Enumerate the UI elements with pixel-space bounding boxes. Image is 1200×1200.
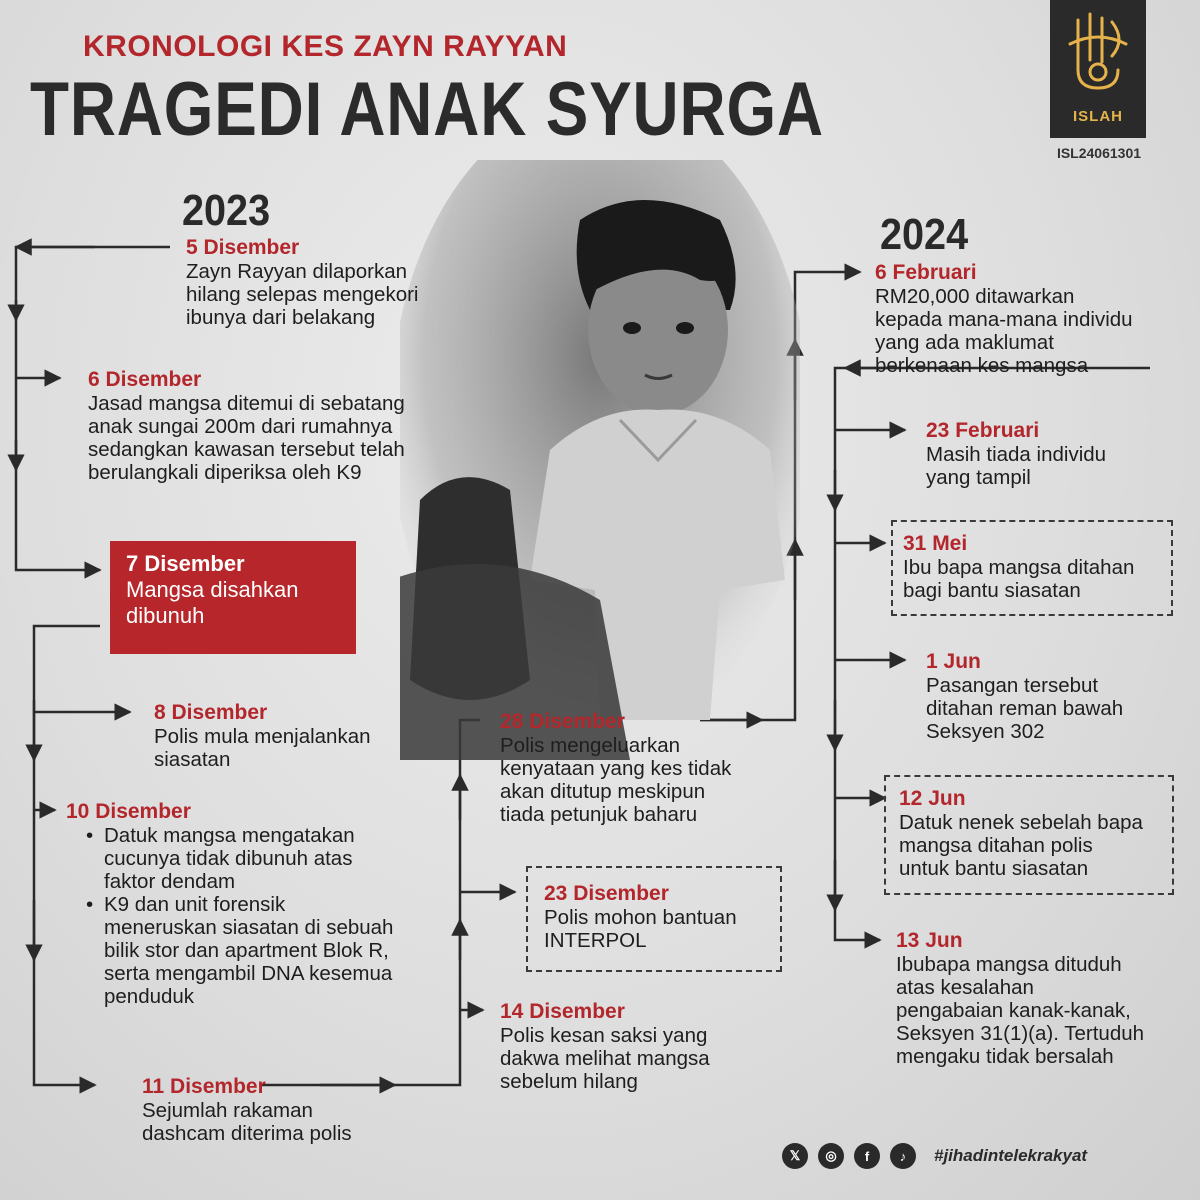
text-line: Polis mula menjalankan [154, 725, 371, 748]
text-line: Ibu bapa mangsa ditahan [903, 556, 1135, 579]
text-line: untuk bantu siasatan [899, 857, 1089, 880]
text-line: mengaku tidak bersalah [896, 1045, 1114, 1068]
text-line: bilik stor dan apartment Blok R, [104, 939, 389, 962]
entry-10-disember [66, 800, 393, 1008]
text-line: Masih tiada individu [926, 443, 1107, 466]
text-line: meneruskan siasatan di sebuah [104, 916, 394, 939]
entry-date: 13 Jun [896, 929, 963, 952]
bullet-item [86, 824, 393, 893]
entry-31-mei [903, 532, 1134, 602]
text-line: Seksyen 31(1)(a). Tertuduh [896, 1022, 1145, 1045]
text-line: kepada mana-mana individu [875, 308, 1133, 331]
entry-text [903, 556, 1134, 602]
entry-date: 6 Februari [875, 261, 977, 284]
text-line: Seksyen 302 [926, 720, 1045, 743]
entry-text [142, 1099, 352, 1145]
year-2023: 2023 [182, 186, 271, 235]
text-line: • K9 dan unit forensik [104, 893, 286, 916]
hashtag: #jihadintelekrakyat [934, 1146, 1088, 1165]
logo-text: ISLAH [1073, 108, 1123, 125]
text-line: Sejumlah rakaman [142, 1099, 313, 1122]
x-icon[interactable]: 𝕏 [782, 1143, 808, 1169]
text-line: pengabaian kanak-kanak, [896, 999, 1131, 1022]
text-line: Polis kesan saksi yang [500, 1024, 708, 1047]
social-bar [782, 1142, 1087, 1170]
entry-text [500, 734, 731, 826]
text-line: Jasad mangsa ditemui di sebatang [88, 392, 405, 415]
header-subtitle: KRONOLOGI KES ZAYN RAYYAN [83, 30, 568, 63]
tiktok-icon[interactable]: ♪ [890, 1143, 916, 1169]
entry-text [926, 443, 1106, 489]
entry-date: 6 Disember [88, 368, 202, 391]
islah-logo [1050, 0, 1146, 138]
text-line: mangsa ditahan polis [899, 834, 1093, 857]
entry-text [500, 1024, 710, 1093]
entry-text [86, 824, 393, 1008]
text-line: Polis mohon bantuan [544, 906, 737, 929]
bullet-item [86, 893, 393, 1008]
text-line: dashcam diterima polis [142, 1122, 352, 1145]
entry-date: 11 Disember [142, 1075, 266, 1098]
text-line: ibunya dari belakang [186, 306, 376, 329]
entry-text [154, 725, 371, 771]
text-line: atas kesalahan [896, 976, 1034, 999]
entry-date: 5 Disember [186, 236, 300, 259]
calligraphy-icon [1050, 0, 1146, 100]
text-line: cucunya tidak dibunuh atas [104, 847, 353, 870]
entry-1-jun [926, 650, 1123, 743]
instagram-icon[interactable]: ◎ [818, 1143, 844, 1169]
entry-6-februari [875, 261, 1133, 377]
text-line: yang ada maklumat [875, 331, 1054, 354]
text-line: penduduk [104, 985, 195, 1008]
entry-date: 14 Disember [500, 1000, 625, 1023]
text-line: Polis mengeluarkan [500, 734, 681, 757]
entry-date: 28 Disember [500, 710, 625, 733]
text-line: bagi bantu siasatan [903, 579, 1081, 602]
entry-5-disember [186, 236, 418, 329]
text-line: berkenaan kes mangsa [875, 354, 1089, 377]
text-line: Pasangan tersebut [926, 674, 1099, 697]
text-line: siasatan [154, 748, 231, 771]
entry-23-disember [544, 882, 737, 952]
text-line: anak sungai 200m dari rumahnya [88, 415, 393, 438]
child-photo [400, 160, 800, 760]
text-line: berulangkali diperiksa oleh K9 [88, 461, 362, 484]
entry-7-disember-highlight [110, 541, 356, 654]
entry-13-jun [896, 929, 1144, 1068]
text-line: serta mengambil DNA kesemua [104, 962, 393, 985]
entry-text [875, 285, 1133, 377]
text-line: Mangsa disahkan [126, 577, 299, 602]
text-line: dakwa melihat mangsa [500, 1047, 710, 1070]
entry-8-disember [154, 701, 371, 771]
entry-text [88, 392, 405, 484]
entry-text [899, 811, 1143, 880]
text-line: sebelum hilang [500, 1070, 638, 1093]
entry-11-disember [142, 1075, 352, 1145]
entry-23-februari [926, 419, 1106, 489]
entry-14-disember [500, 1000, 710, 1093]
text-line: hilang selepas mengekori [186, 283, 419, 306]
facebook-icon[interactable]: f [854, 1143, 880, 1169]
entry-28-disember [500, 710, 731, 826]
text-line: Datuk nenek sebelah bapa [899, 811, 1143, 834]
text-line: sedangkan kawasan tersebut telah [88, 438, 405, 461]
text-line: ditahan reman bawah [926, 697, 1124, 720]
post-code: ISL24061301 [1056, 145, 1142, 161]
entry-date: 31 Mei [903, 532, 968, 555]
entry-date: 1 Jun [926, 650, 981, 673]
text-line: INTERPOL [544, 929, 647, 952]
entry-date: 8 Disember [154, 701, 268, 724]
entry-date: 23 Februari [926, 419, 1040, 442]
text-line: faktor dendam [104, 870, 236, 893]
entry-12-jun [899, 787, 1143, 880]
entry-date: 10 Disember [66, 800, 191, 823]
text-line: yang tampil [926, 466, 1031, 489]
text-line: Zayn Rayyan dilaporkan [186, 260, 408, 283]
year-2024: 2024 [880, 210, 969, 259]
text-line: • Datuk mangsa mengatakan [104, 824, 355, 847]
entry-6-disember [88, 368, 405, 484]
text-line: kenyataan yang kes tidak [500, 757, 732, 780]
entry-text [186, 260, 418, 329]
entry-date: 12 Jun [899, 787, 966, 810]
entry-text [544, 906, 737, 952]
text-line: akan ditutup meskipun [500, 780, 706, 803]
header-title: TRAGEDI ANAK SYURGA [30, 67, 824, 152]
text-line: Ibubapa mangsa dituduh [896, 953, 1122, 976]
entry-date: 7 Disember [126, 551, 245, 576]
text-line: tiada petunjuk baharu [500, 803, 698, 826]
entry-text [926, 674, 1123, 743]
text-line: dibunuh [126, 603, 205, 628]
entry-text [896, 953, 1144, 1068]
entry-date: 23 Disember [544, 882, 669, 905]
text-line: RM20,000 ditawarkan [875, 285, 1075, 308]
